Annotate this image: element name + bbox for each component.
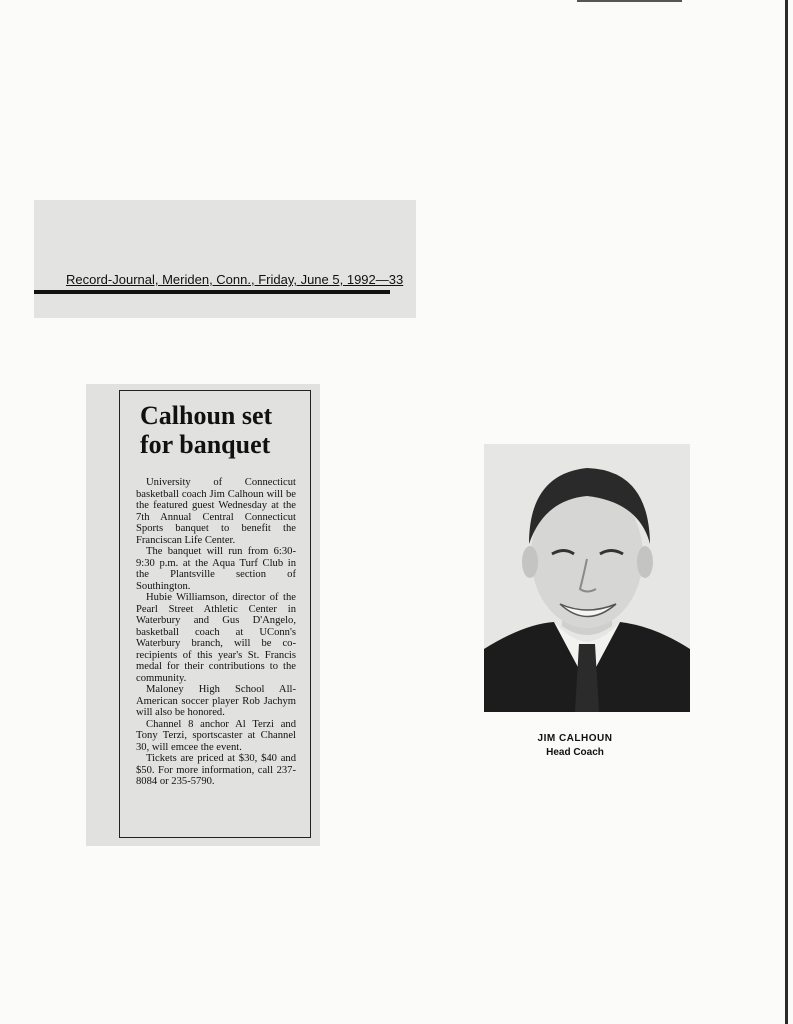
dateline-clipping xyxy=(34,200,416,318)
headline xyxy=(140,401,296,459)
coach-photo xyxy=(484,444,690,712)
paragraph: Tickets are priced at $30, $40 and $50. For more information, call 237-8084 or 235-5790. xyxy=(136,753,296,787)
photo-caption-name: JIM CALHOUN xyxy=(537,733,613,744)
dateline-rule xyxy=(34,290,390,294)
article-clipping xyxy=(86,384,320,846)
headline-line-2: for banquet xyxy=(140,430,271,459)
headline-line-1: Calhoun set xyxy=(140,401,273,430)
coach-portrait-illustration xyxy=(484,444,690,712)
article-body xyxy=(136,477,296,788)
paragraph: University of Connecticut basketball coach Jim Calhoun will be the featured guest Wednesday at the 7th Annual Central Connecticut Sports banquet to benefit the Franciscan Life Center. xyxy=(136,477,296,546)
paragraph: The banquet will run from 6:30-9:30 p.m. at the Aqua Turf Club in the Plantsville section of Southington. xyxy=(136,546,296,592)
dateline: Record-Journal, Meriden, Conn., Friday, June 5, 1992—33 xyxy=(66,272,404,287)
page-top-rule xyxy=(577,0,682,2)
paragraph: Hubie Williamson, director of the Pearl Street Athletic Center in Waterbury and Gus D'Angelo, basketball coach at UConn's Waterbury branch, will be co-recipients of this year's St. Francis medal for their contributions to the community. xyxy=(136,592,296,684)
page-right-edge xyxy=(785,0,788,1024)
article-box xyxy=(119,390,311,838)
paragraph: Channel 8 anchor Al Terzi and Tony Terzi, sportscaster at Channel 30, will emcee the event. xyxy=(136,718,296,753)
photo-caption-title: Head Coach xyxy=(546,747,604,758)
paragraph: Maloney High School All-American soccer player Rob Jachym will also be honored. xyxy=(136,684,296,718)
